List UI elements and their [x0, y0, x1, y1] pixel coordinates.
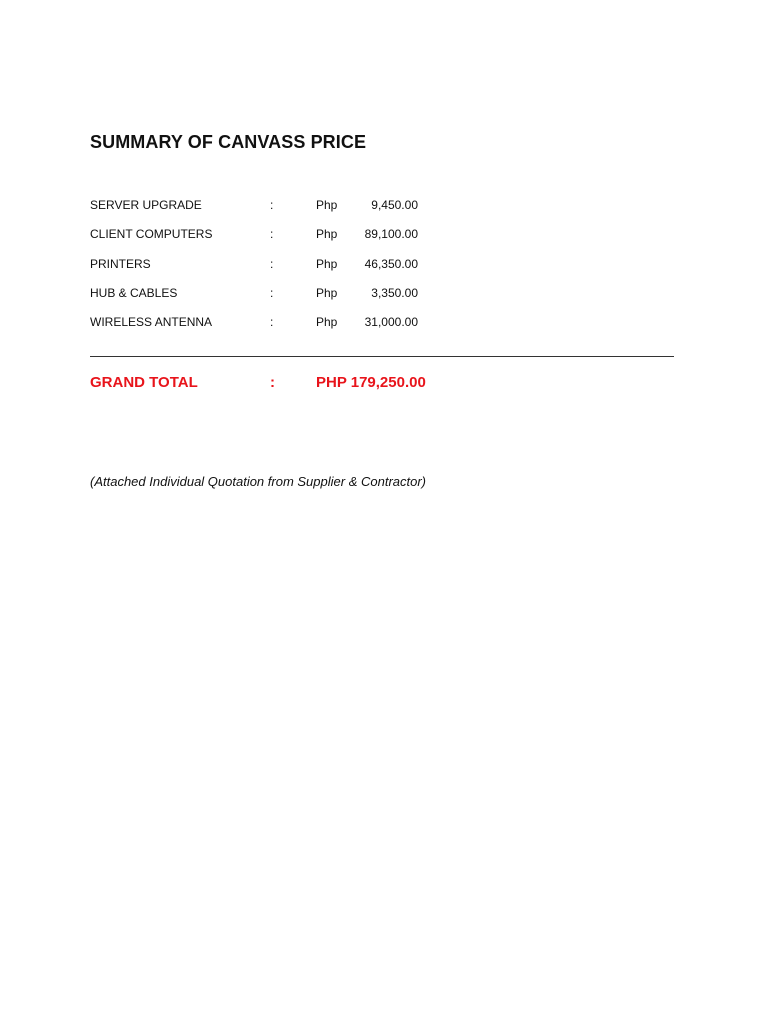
list-item: [90, 284, 690, 313]
grand-total-separator: :: [270, 374, 275, 391]
item-separator: :: [270, 256, 274, 271]
item-separator: :: [270, 285, 274, 300]
item-amount: 89,100.00: [364, 227, 418, 242]
item-currency: Php: [316, 198, 338, 212]
item-label: PRINTERS: [90, 256, 151, 271]
list-item: [90, 313, 690, 342]
item-separator: :: [270, 198, 274, 212]
grand-total-label: GRAND TOTAL: [90, 374, 198, 391]
item-amount: 46,350.00: [364, 256, 418, 271]
list-item: [90, 225, 690, 254]
list-item: [90, 196, 690, 225]
list-item: [90, 255, 690, 284]
page-title: SUMMARY OF CANVASS PRICE: [90, 132, 367, 152]
item-separator: :: [270, 227, 274, 242]
item-currency: Php: [316, 256, 338, 271]
item-currency: Php: [316, 285, 338, 300]
grand-total-row: [90, 372, 690, 396]
item-separator: :: [270, 315, 274, 330]
item-currency: Php: [316, 227, 338, 242]
item-label: SERVER UPGRADE: [90, 198, 202, 212]
item-label: HUB & CABLES: [90, 285, 178, 300]
item-amount: 3,350.00: [371, 285, 418, 300]
grand-total-value: PHP 179,250.00: [316, 374, 426, 391]
item-label: CLIENT COMPUTERS: [90, 227, 213, 242]
item-amount: 9,450.00: [371, 198, 418, 212]
item-currency: Php: [316, 315, 338, 330]
canvass-items-list: [90, 196, 690, 342]
divider-line: [90, 356, 674, 357]
attachment-note: (Attached Individual Quotation from Supplier & Contractor): [90, 474, 427, 489]
item-label: WIRELESS ANTENNA: [90, 315, 213, 330]
item-amount: 31,000.00: [364, 315, 418, 330]
